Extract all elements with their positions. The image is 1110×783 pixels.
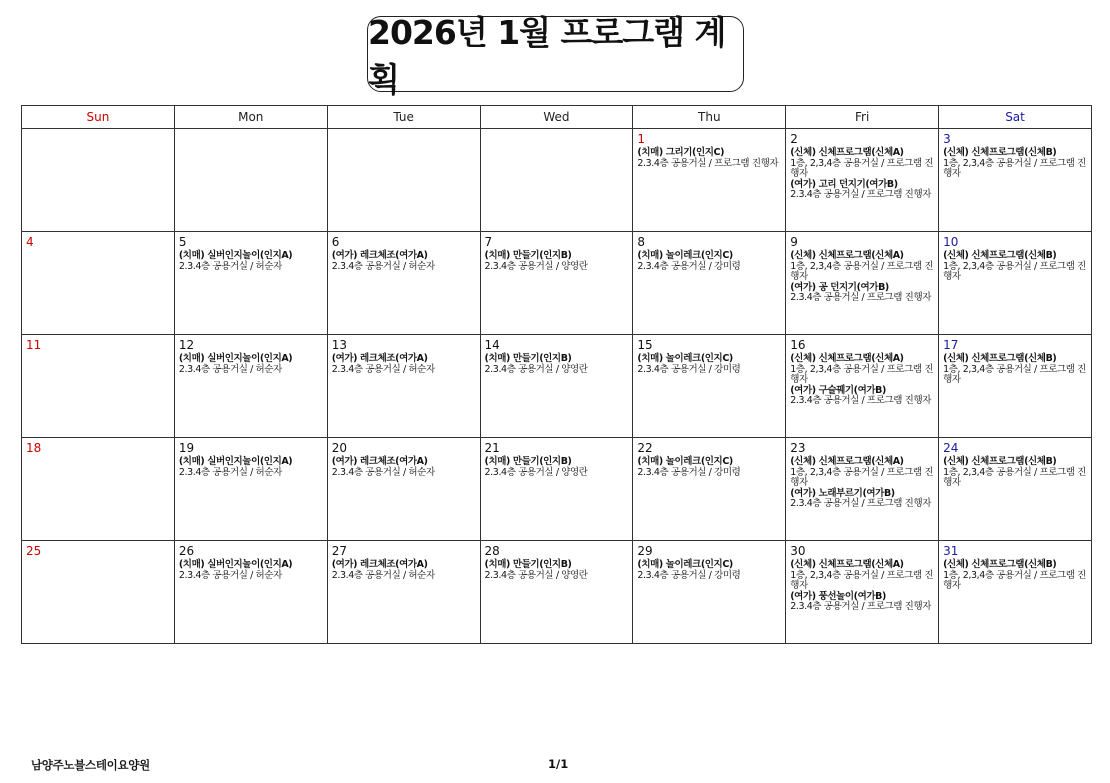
event-location: 1층, 2,3,4층 공용거실 / 프로그램 진행자 <box>790 363 934 385</box>
calendar-week-row <box>22 335 1092 438</box>
calendar-day-cell <box>22 541 175 644</box>
calendar-table <box>21 105 1092 644</box>
weekday-header-row <box>22 106 1092 129</box>
program-event <box>332 354 477 375</box>
event-location: 2.3.4층 공용거실 / 허순자 <box>178 569 282 581</box>
event-title: (치매) 만들기(인지B) <box>484 353 572 364</box>
day-number: 26 <box>178 544 195 558</box>
calendar-week-row <box>22 438 1092 541</box>
weekday-header-sun: Sun <box>22 106 175 129</box>
event-title: (치매) 만들기(인지B) <box>484 250 572 261</box>
day-number: 10 <box>943 235 959 249</box>
calendar-day-cell <box>480 129 633 232</box>
event-title: (치매) 놀이레크(인지C) <box>637 456 733 467</box>
event-location: 2.3.4층 공용거실 / 프로그램 진행자 <box>790 601 931 612</box>
event-title: (신체) 신체프로그램(신체A) <box>790 250 904 261</box>
event-title: (신체) 신체프로그램(신체A) <box>790 456 904 467</box>
calendar-day-cell <box>939 232 1092 335</box>
event-title: (치매) 실버인지놀이(인지A) <box>178 250 293 261</box>
weekday-header-fri: Fri <box>786 106 939 129</box>
calendar-day-cell <box>786 129 939 232</box>
program-event <box>790 386 935 407</box>
calendar-day-cell <box>22 335 175 438</box>
calendar-day-cell <box>174 232 327 335</box>
calendar-day-cell <box>174 541 327 644</box>
day-number: 30 <box>790 544 806 558</box>
event-location: 2.3.4층 공용거실 / 프로그램 진행자 <box>790 498 931 509</box>
event-location: 2.3.4층 공용거실 / 허순자 <box>178 260 282 272</box>
program-event <box>485 560 630 581</box>
calendar-day-cell <box>174 335 327 438</box>
day-number: 3 <box>943 132 951 146</box>
calendar-day-cell <box>633 129 786 232</box>
day-number: 19 <box>178 441 195 455</box>
calendar-day-cell <box>22 129 175 232</box>
calendar-day-cell <box>633 335 786 438</box>
calendar-day-cell <box>327 438 480 541</box>
program-event <box>790 560 935 592</box>
program-event <box>637 354 782 375</box>
program-event <box>179 457 324 478</box>
calendar-day-cell <box>633 438 786 541</box>
event-location: 1층, 2,3,4층 공용거실 / 프로그램 진행자 <box>943 466 1086 488</box>
event-title: (신체) 신체프로그램(신체B) <box>943 559 1057 570</box>
day-number: 31 <box>943 544 959 558</box>
page-title: 2026년 1월 프로그램 계획 <box>367 16 744 92</box>
calendar-day-cell <box>174 438 327 541</box>
program-event <box>637 560 782 581</box>
day-number: 25 <box>26 544 42 558</box>
program-event <box>790 251 935 283</box>
event-title: (여가) 구슬꿰기(여가B) <box>790 384 886 396</box>
program-event <box>332 457 477 478</box>
calendar-day-cell <box>480 232 633 335</box>
event-title: (신체) 신체프로그램(신체A) <box>790 353 904 364</box>
event-title: (여가) 공 던지기(여가B) <box>790 281 889 293</box>
calendar-day-cell <box>327 335 480 438</box>
weekday-header-sat: Sat <box>939 106 1092 129</box>
calendar-day-cell <box>480 438 633 541</box>
event-title: (신체) 신체프로그램(신체B) <box>943 456 1057 467</box>
calendar-day-cell <box>939 541 1092 644</box>
event-title: (치매) 놀이레크(인지C) <box>637 559 733 570</box>
event-location: 2.3.4층 공용거실 / 허순자 <box>331 363 435 375</box>
day-number: 18 <box>26 441 42 455</box>
day-number: 12 <box>178 338 195 352</box>
event-title: (신체) 신체프로그램(신체B) <box>943 353 1057 364</box>
day-number: 16 <box>790 338 806 352</box>
day-number: 8 <box>637 235 646 249</box>
event-location: 2.3.4층 공용거실 / 허순자 <box>331 569 435 581</box>
calendar-day-cell <box>633 232 786 335</box>
event-title: (치매) 놀이레크(인지C) <box>637 353 733 364</box>
program-event <box>485 251 630 272</box>
day-number: 23 <box>790 441 806 455</box>
event-location: 2.3.4층 공용거실 / 프로그램 진행자 <box>637 157 779 169</box>
event-title: (신체) 신체프로그램(신체B) <box>943 250 1057 261</box>
calendar-day-cell <box>327 129 480 232</box>
day-number: 20 <box>331 441 347 455</box>
calendar-week-row <box>22 129 1092 232</box>
calendar-day-cell <box>939 129 1092 232</box>
calendar-day-cell <box>939 335 1092 438</box>
event-location: 2.3.4층 공용거실 / 허순자 <box>178 363 282 375</box>
event-location: 2.3.4층 공용거실 / 강미령 <box>637 260 741 272</box>
program-event <box>332 560 477 581</box>
day-number: 6 <box>331 235 340 249</box>
weekday-header-tue: Tue <box>327 106 480 129</box>
event-title: (여가) 노래부르기(여가B) <box>790 487 895 499</box>
calendar-day-cell <box>174 129 327 232</box>
footer-org-name: 남양주노블스테이요양원 <box>31 758 150 772</box>
day-number: 13 <box>331 338 347 352</box>
event-location: 2.3.4층 공용거실 / 강미령 <box>637 363 741 375</box>
day-number: 24 <box>943 441 959 455</box>
calendar-day-cell <box>480 541 633 644</box>
day-number: 14 <box>484 338 500 352</box>
program-event <box>637 457 782 478</box>
event-title: (치매) 만들기(인지B) <box>484 559 572 570</box>
event-location: 1층, 2,3,4층 공용거실 / 프로그램 진행자 <box>943 363 1086 385</box>
program-event <box>179 560 324 581</box>
event-title: (여가) 레크체조(여가A) <box>331 559 428 570</box>
program-event <box>943 457 1088 489</box>
event-title: (여가) 레크체조(여가A) <box>331 250 428 261</box>
program-event <box>790 354 935 386</box>
calendar-day-cell <box>786 335 939 438</box>
weekday-header-mon: Mon <box>174 106 327 129</box>
program-event <box>943 148 1088 180</box>
calendar-day-cell <box>939 438 1092 541</box>
event-title: (치매) 그리기(인지C) <box>637 147 725 158</box>
event-title: (치매) 만들기(인지B) <box>484 456 572 467</box>
event-title: (여가) 레크체조(여가A) <box>331 353 428 364</box>
event-location: 2.3.4층 공용거실 / 프로그램 진행자 <box>790 395 931 406</box>
footer-page-number: 1/1 <box>548 757 569 771</box>
event-title: (여가) 레크체조(여가A) <box>331 456 428 467</box>
program-event <box>790 283 935 304</box>
weekday-header-wed: Wed <box>480 106 633 129</box>
day-number: 5 <box>178 235 187 249</box>
event-title: (치매) 실버인지놀이(인지A) <box>178 456 293 467</box>
event-location: 1층, 2,3,4층 공용거실 / 프로그램 진행자 <box>943 157 1086 179</box>
program-event <box>637 148 782 169</box>
event-title: (신체) 신체프로그램(신체B) <box>943 147 1057 158</box>
program-event <box>485 354 630 375</box>
event-title: (치매) 실버인지놀이(인지A) <box>178 559 293 570</box>
event-location: 1층, 2,3,4층 공용거실 / 프로그램 진행자 <box>943 569 1086 591</box>
weekday-header-thu: Thu <box>633 106 786 129</box>
program-event <box>943 354 1088 386</box>
event-location: 1층, 2,3,4층 공용거실 / 프로그램 진행자 <box>943 260 1086 282</box>
calendar-week-row <box>22 541 1092 644</box>
event-location: 2.3.4층 공용거실 / 프로그램 진행자 <box>790 292 931 303</box>
program-event <box>790 489 935 510</box>
event-location: 2.3.4층 공용거실 / 허순자 <box>331 260 435 272</box>
day-number: 2 <box>790 132 798 146</box>
day-number: 15 <box>637 338 653 352</box>
day-number: 7 <box>484 235 493 249</box>
day-number: 28 <box>484 544 500 558</box>
calendar-day-cell <box>786 541 939 644</box>
event-location: 1층, 2,3,4층 공용거실 / 프로그램 진행자 <box>790 260 934 282</box>
event-title: (여가) 풍선놀이(여가B) <box>790 590 886 602</box>
program-event <box>790 180 935 201</box>
event-location: 2.3.4층 공용거실 / 허순자 <box>178 466 282 478</box>
program-event <box>943 251 1088 283</box>
calendar-day-cell <box>327 232 480 335</box>
event-location: 2.3.4층 공용거실 / 프로그램 진행자 <box>790 189 931 200</box>
event-location: 2.3.4층 공용거실 / 강미령 <box>637 569 741 581</box>
calendar-day-cell <box>786 232 939 335</box>
event-location: 2.3.4층 공용거실 / 강미령 <box>637 466 741 478</box>
event-location: 2.3.4층 공용거실 / 허순자 <box>331 466 435 478</box>
day-number: 29 <box>637 544 653 558</box>
calendar-day-cell <box>22 438 175 541</box>
event-location: 1층, 2,3,4층 공용거실 / 프로그램 진행자 <box>790 466 934 488</box>
program-event <box>485 457 630 478</box>
event-title: (신체) 신체프로그램(신체A) <box>790 147 904 158</box>
day-number: 9 <box>790 235 798 249</box>
event-location: 1층, 2,3,4층 공용거실 / 프로그램 진행자 <box>790 569 934 591</box>
calendar-day-cell <box>327 541 480 644</box>
day-number: 11 <box>26 338 42 352</box>
calendar-week-row <box>22 232 1092 335</box>
program-event <box>637 251 782 272</box>
event-location: 2.3.4층 공용거실 / 양영란 <box>484 569 588 581</box>
program-event <box>179 354 324 375</box>
calendar-day-cell <box>22 232 175 335</box>
day-number: 17 <box>943 338 959 352</box>
day-number: 21 <box>484 441 500 455</box>
event-location: 2.3.4층 공용거실 / 양영란 <box>484 466 588 478</box>
event-title: (여가) 고리 던지기(여가B) <box>790 178 898 190</box>
calendar-day-cell <box>480 335 633 438</box>
event-title: (치매) 놀이레크(인지C) <box>637 250 733 261</box>
program-event <box>790 592 935 613</box>
program-event <box>790 457 935 489</box>
event-location: 2.3.4층 공용거실 / 양영란 <box>484 260 588 272</box>
program-event <box>790 148 935 180</box>
day-number: 22 <box>637 441 653 455</box>
calendar-day-cell <box>786 438 939 541</box>
event-location: 2.3.4층 공용거실 / 양영란 <box>484 363 588 375</box>
program-event <box>943 560 1088 592</box>
calendar-day-cell <box>633 541 786 644</box>
event-title: (신체) 신체프로그램(신체A) <box>790 559 904 570</box>
event-location: 1층, 2,3,4층 공용거실 / 프로그램 진행자 <box>790 157 934 179</box>
day-number: 1 <box>637 132 646 146</box>
event-title: (치매) 실버인지놀이(인지A) <box>178 353 293 364</box>
program-event <box>332 251 477 272</box>
day-number: 27 <box>331 544 347 558</box>
program-event <box>179 251 324 272</box>
day-number: 4 <box>26 235 34 249</box>
